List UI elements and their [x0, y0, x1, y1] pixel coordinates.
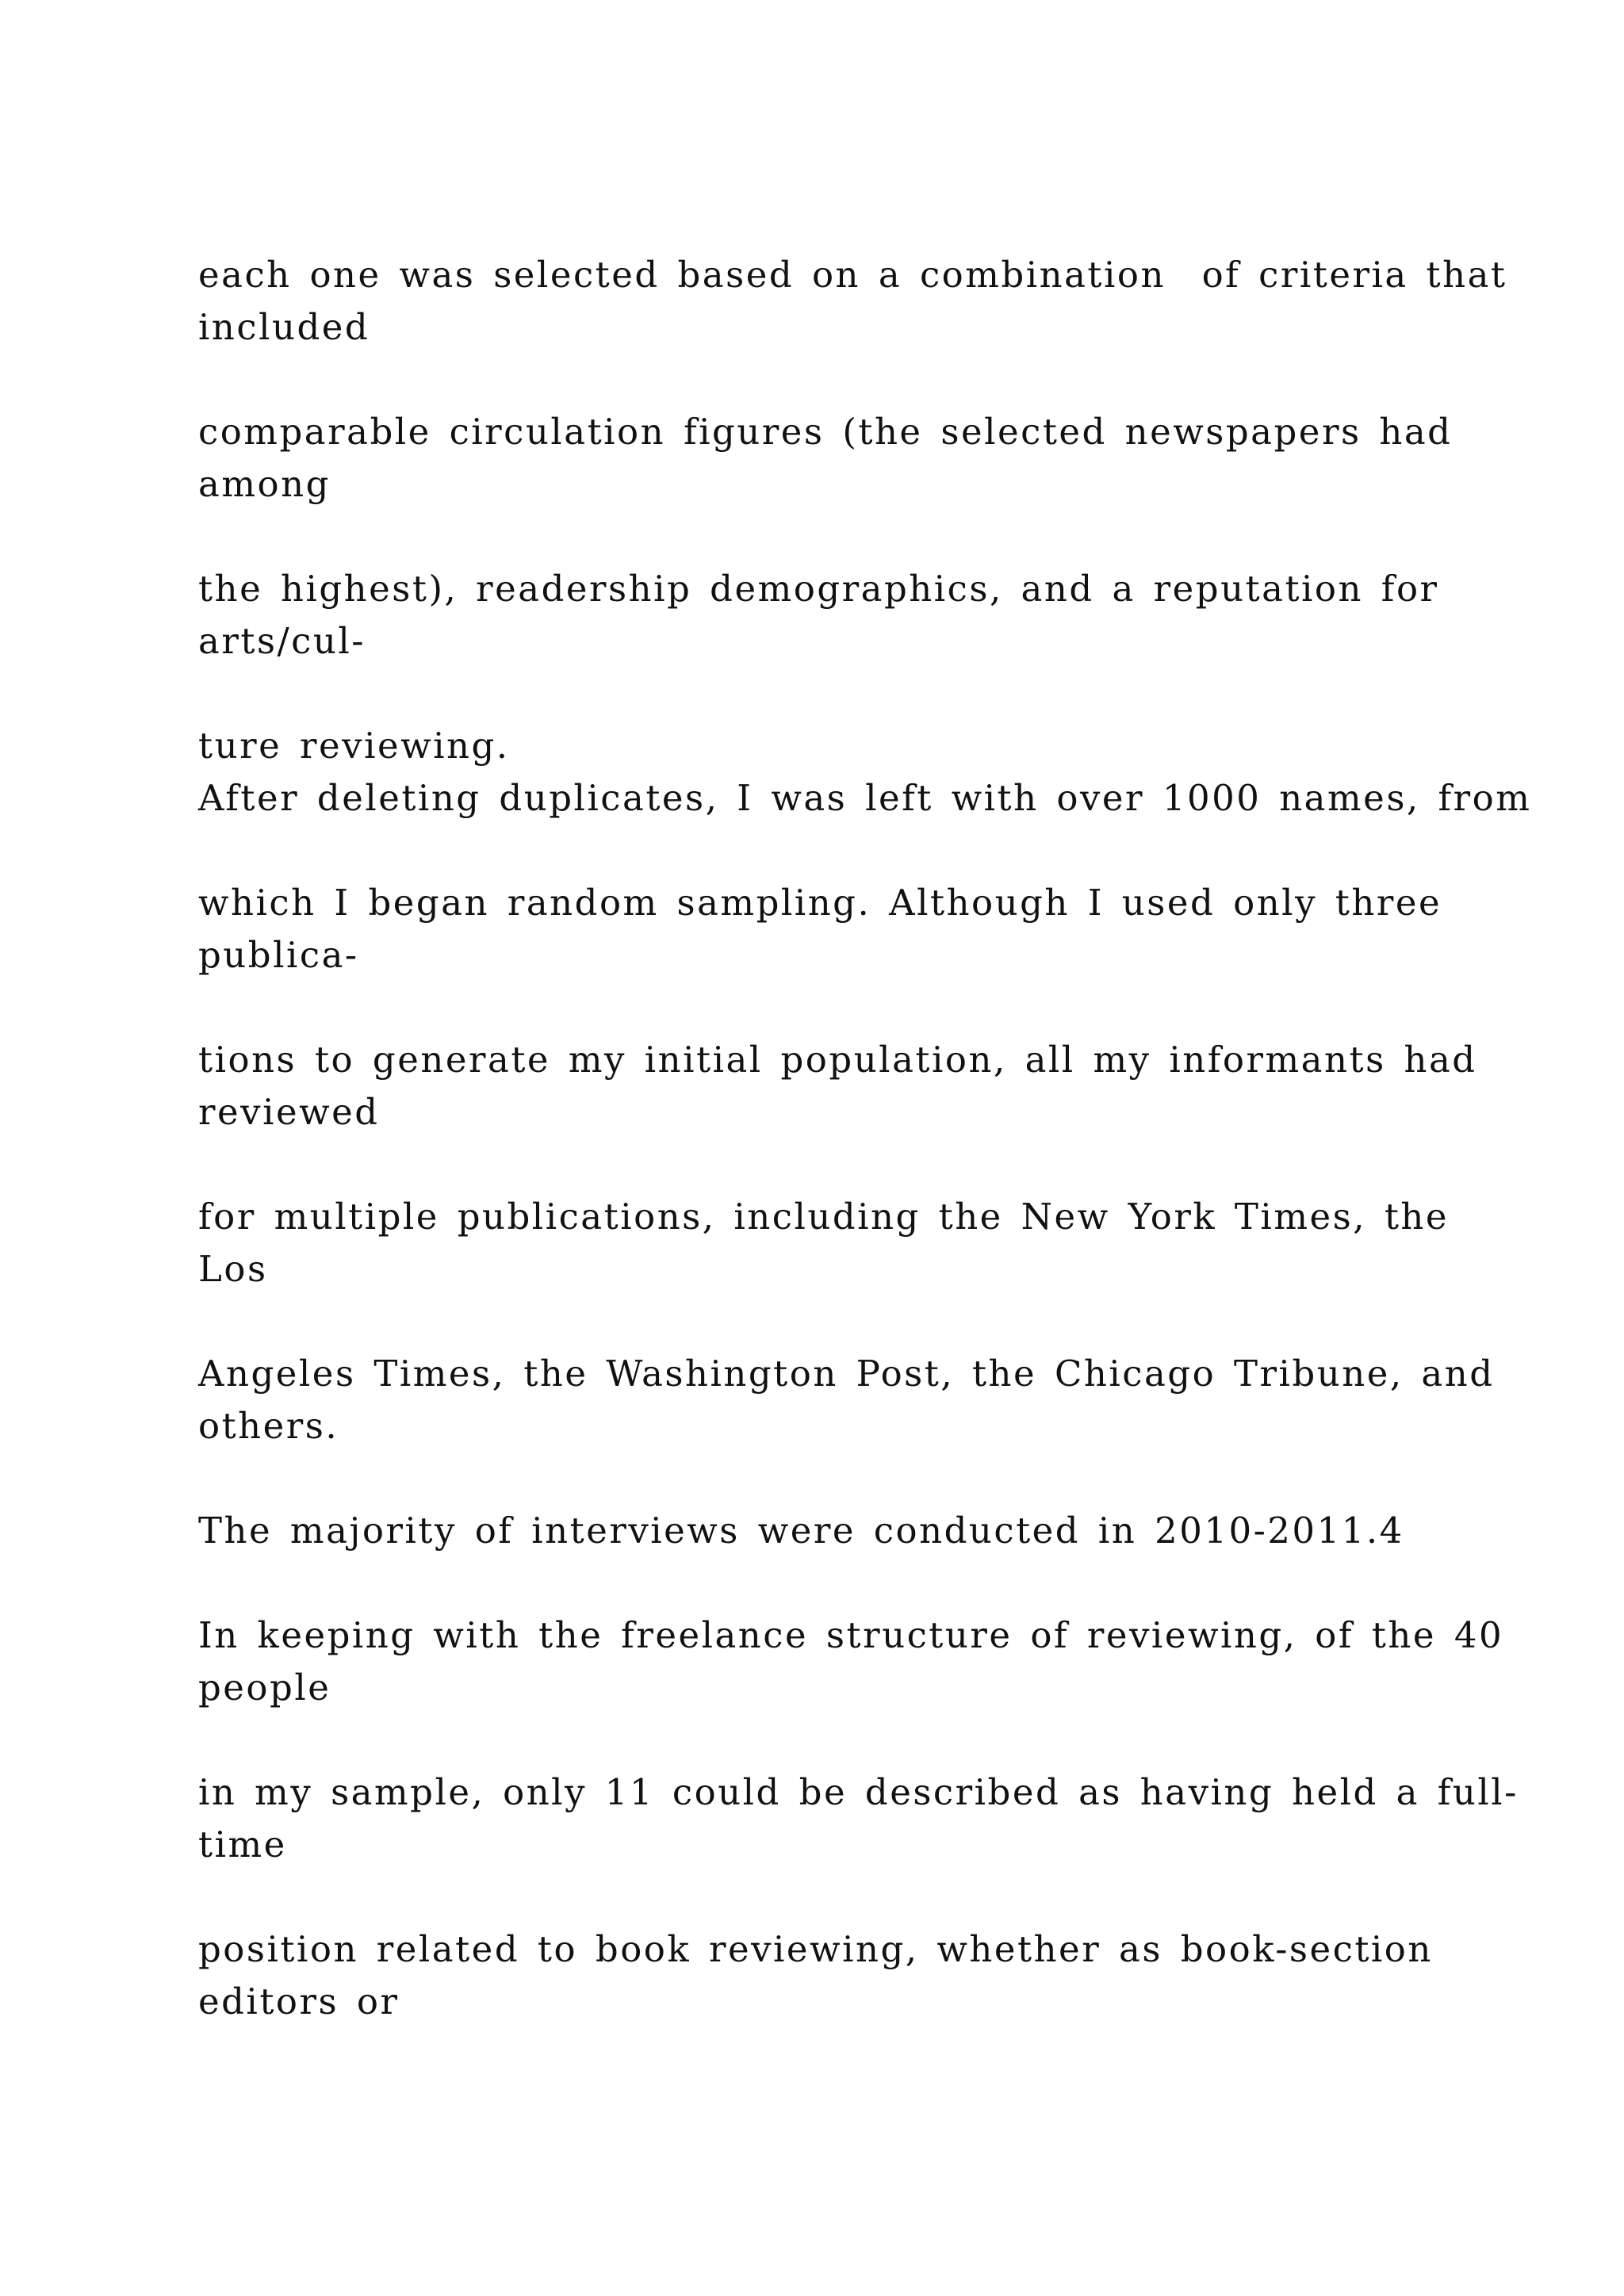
text-line: the highest), readership demographics, and a reputation for [198, 568, 1439, 610]
text-line: position related to book reviewing, whether as book-section [198, 1928, 1433, 1970]
text-line: others. [198, 1405, 339, 1447]
text-line: In keeping with the freelance structure of reviewing, of the 40 [198, 1614, 1504, 1656]
text-line: in my sample, only 11 could be described as having held a full- [198, 1771, 1519, 1813]
text-line: for multiple publications, including the New York Times, the [198, 1196, 1450, 1238]
text-line: The majority of interviews were conducted in 2010-2011.4 [198, 1510, 1404, 1552]
text-line: After deleting duplicates, I was left with over 1000 names, from [198, 777, 1532, 819]
text-line: time [198, 1823, 287, 1866]
text-line: editors or [198, 1980, 400, 2022]
text-line: which I began random sampling. Although I used only three [198, 882, 1442, 924]
text-line: included [198, 306, 370, 348]
text-line: publica- [198, 934, 359, 976]
text-line: among [198, 463, 331, 505]
text-line: each one was selected based on a combination of criteria that [198, 254, 1507, 296]
text-line: ture reviewing. [198, 725, 510, 767]
text-line: arts/cul- [198, 620, 366, 662]
text-line: comparable circulation figures (the selected newspapers had [198, 411, 1453, 453]
text-line: reviewed [198, 1091, 380, 1133]
text-line: people [198, 1667, 331, 1709]
text-line: tions to generate my initial population, all my informants had [198, 1039, 1477, 1081]
text-line: Angeles Times, the Washington Post, the Chicago Tribune, and [198, 1353, 1495, 1395]
text-line: Los [198, 1248, 268, 1290]
